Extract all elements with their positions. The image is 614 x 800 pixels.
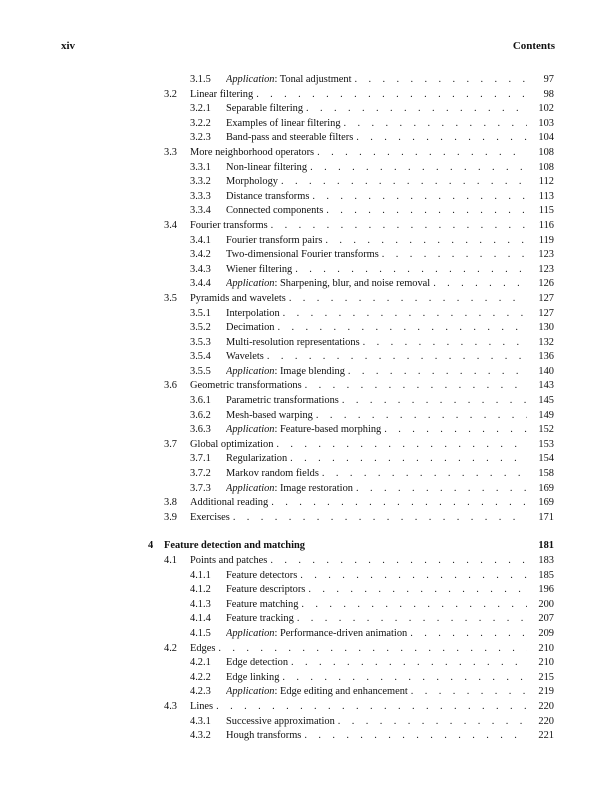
entry-number: 4.1.2 bbox=[190, 584, 211, 596]
toc-subsection-entry[interactable] bbox=[0, 161, 614, 176]
dot-leader bbox=[300, 569, 527, 584]
dot-leader bbox=[256, 88, 527, 103]
toc-subsection-entry[interactable] bbox=[0, 598, 614, 613]
entry-title: Pyramids and wavelets bbox=[190, 292, 286, 304]
entry-page-number: 127 bbox=[538, 292, 554, 304]
entry-page-number: 171 bbox=[538, 511, 554, 523]
entry-page-number: 149 bbox=[538, 409, 554, 421]
toc-subsection-entry[interactable] bbox=[0, 234, 614, 249]
entry-title: Connected components bbox=[226, 205, 324, 217]
entry-number: 3.8 bbox=[164, 497, 177, 509]
entry-title: Parametric transformations bbox=[226, 395, 339, 407]
entry-title: Exercises bbox=[190, 511, 230, 523]
dot-leader bbox=[312, 190, 527, 205]
toc-chapter-entry[interactable] bbox=[0, 539, 614, 554]
table-of-contents bbox=[0, 73, 614, 744]
entry-number: 3.4.3 bbox=[190, 263, 211, 275]
dot-leader bbox=[297, 612, 527, 627]
entry-page-number: 181 bbox=[538, 540, 554, 552]
dot-leader bbox=[270, 554, 527, 569]
entry-application-label: Application bbox=[226, 278, 275, 290]
dot-leader bbox=[356, 482, 527, 497]
entry-title: Morphology bbox=[226, 176, 278, 188]
entry-number: 4.1.1 bbox=[190, 569, 211, 581]
entry-number: 3.2.2 bbox=[190, 117, 211, 129]
toc-subsection-entry[interactable] bbox=[0, 350, 614, 365]
toc-section-entry[interactable] bbox=[0, 511, 614, 526]
dot-leader bbox=[271, 219, 527, 234]
dot-leader bbox=[267, 350, 527, 365]
dot-leader bbox=[301, 598, 527, 613]
toc-subsection-entry[interactable] bbox=[0, 365, 614, 380]
entry-title: Points and patches bbox=[190, 555, 268, 566]
entry-title: Interpolation bbox=[226, 307, 280, 319]
toc-subsection-entry[interactable] bbox=[0, 117, 614, 132]
toc-section-entry[interactable] bbox=[0, 642, 614, 657]
dot-leader bbox=[276, 438, 527, 453]
dot-leader bbox=[322, 467, 527, 482]
toc-subsection-entry[interactable] bbox=[0, 204, 614, 219]
toc-section-entry[interactable] bbox=[0, 219, 614, 234]
entry-page-number: 130 bbox=[538, 322, 554, 334]
toc-subsection-entry[interactable] bbox=[0, 569, 614, 584]
dot-leader bbox=[304, 729, 527, 744]
dot-leader bbox=[308, 583, 527, 598]
dot-leader bbox=[295, 263, 527, 278]
entry-title: Distance transforms bbox=[226, 190, 310, 202]
toc-section-entry[interactable] bbox=[0, 496, 614, 511]
entry-application-label: Application bbox=[226, 627, 275, 639]
entry-number: 3.2 bbox=[164, 88, 177, 100]
entry-title: More neighborhood operators bbox=[190, 146, 315, 158]
dot-leader bbox=[344, 117, 527, 132]
dot-leader bbox=[306, 102, 527, 117]
entry-application-label: Application bbox=[226, 365, 275, 377]
entry-title: Feature detection and matching bbox=[164, 540, 305, 552]
toc-subsection-entry[interactable] bbox=[0, 307, 614, 322]
toc-section-entry[interactable] bbox=[0, 438, 614, 453]
entry-number: 3.5 bbox=[164, 292, 177, 304]
entry-title: Examples of linear filtering bbox=[226, 117, 341, 129]
entry-number: 3.3 bbox=[164, 146, 177, 158]
entry-number: 4.2.2 bbox=[190, 671, 211, 683]
toc-subsection-entry[interactable] bbox=[0, 467, 614, 482]
dot-leader bbox=[316, 409, 527, 424]
entry-title: Lines bbox=[190, 700, 214, 712]
entry-title: Wiener filtering bbox=[226, 263, 293, 275]
toc-subsection-entry[interactable] bbox=[0, 277, 614, 292]
entry-number: 3.3.4 bbox=[190, 205, 211, 217]
entry-page-number: 113 bbox=[538, 190, 554, 202]
entry-page-number: 123 bbox=[538, 249, 554, 261]
entry-page-number: 154 bbox=[538, 453, 554, 465]
entry-title: Two-dimensional Fourier transforms bbox=[226, 249, 379, 261]
entry-number: 4.1.5 bbox=[190, 627, 211, 639]
entry-page-number: 219 bbox=[538, 686, 554, 698]
toc-subsection-entry[interactable] bbox=[0, 131, 614, 146]
entry-number: 3.5.2 bbox=[190, 322, 211, 334]
toc-subsection-entry[interactable] bbox=[0, 715, 614, 730]
entry-number: 3.5.3 bbox=[190, 336, 211, 348]
entry-number: 3.7.3 bbox=[190, 482, 211, 494]
entry-title: : Image restoration bbox=[274, 482, 353, 494]
entry-page-number: 145 bbox=[538, 395, 554, 407]
entry-page-number: 127 bbox=[538, 307, 554, 319]
dot-leader bbox=[233, 511, 527, 526]
toc-subsection-entry[interactable] bbox=[0, 394, 614, 409]
entry-page-number: 119 bbox=[538, 234, 554, 246]
dot-leader bbox=[342, 394, 527, 409]
entry-page-number: 200 bbox=[538, 598, 554, 610]
entry-application-label: Application bbox=[226, 74, 275, 85]
dot-leader bbox=[310, 161, 527, 176]
entry-title: Feature descriptors bbox=[226, 584, 306, 596]
entry-title: Separable filtering bbox=[226, 103, 304, 115]
toc-subsection-entry[interactable] bbox=[0, 423, 614, 438]
entry-number: 4.1 bbox=[164, 555, 177, 566]
entry-number: 3.9 bbox=[164, 511, 177, 523]
entry-page-number: 215 bbox=[538, 671, 554, 683]
entry-page-number: 158 bbox=[538, 468, 554, 480]
entry-page-number: 169 bbox=[538, 482, 554, 494]
toc-subsection-entry[interactable] bbox=[0, 248, 614, 263]
dot-leader bbox=[382, 248, 527, 263]
dot-leader bbox=[355, 73, 528, 88]
dot-leader bbox=[325, 234, 527, 249]
entry-page-number: 115 bbox=[538, 205, 554, 217]
entry-title: : Performance-driven animation bbox=[274, 627, 408, 639]
entry-page-number: 102 bbox=[538, 103, 554, 115]
entry-title: Successive approximation bbox=[226, 715, 335, 727]
entry-title: Hough transforms bbox=[226, 730, 302, 742]
dot-leader bbox=[384, 423, 527, 438]
entry-number: 3.3.2 bbox=[190, 176, 211, 188]
entry-number: 3.7 bbox=[164, 438, 177, 450]
entry-number: 3.5.1 bbox=[190, 307, 211, 319]
dot-leader bbox=[317, 146, 527, 161]
entry-page-number: 183 bbox=[538, 555, 554, 566]
entry-title: Geometric transformations bbox=[190, 380, 302, 392]
entry-title: Linear filtering bbox=[190, 88, 254, 100]
toc-section-entry[interactable] bbox=[0, 146, 614, 161]
entry-page-number: 210 bbox=[538, 642, 554, 654]
entry-title: Multi-resolution representations bbox=[226, 336, 360, 348]
entry-page-number: 185 bbox=[538, 569, 554, 581]
entry-title: Mesh-based warping bbox=[226, 409, 313, 421]
toc-subsection-entry[interactable] bbox=[0, 482, 614, 497]
entry-title: Feature matching bbox=[226, 598, 299, 610]
entry-number: 3.4 bbox=[164, 219, 177, 231]
entry-number: 3.3.1 bbox=[190, 161, 211, 173]
entry-page-number: 108 bbox=[538, 161, 554, 173]
dot-leader bbox=[433, 277, 527, 292]
entry-page-number: 169 bbox=[538, 497, 554, 509]
dot-leader bbox=[281, 175, 527, 190]
entry-number: 3.5.4 bbox=[190, 351, 211, 363]
dot-leader bbox=[363, 336, 527, 351]
toc-subsection-entry[interactable] bbox=[0, 175, 614, 190]
toc-section-entry[interactable] bbox=[0, 379, 614, 394]
dot-leader bbox=[338, 715, 527, 730]
toc-section-entry[interactable] bbox=[0, 292, 614, 307]
entry-page-number: 210 bbox=[538, 657, 554, 669]
entry-number: 3.6.2 bbox=[190, 409, 211, 421]
dot-leader bbox=[348, 365, 527, 380]
entry-page-number: 140 bbox=[538, 365, 554, 377]
entry-number: 4.3.2 bbox=[190, 730, 211, 742]
entry-title: Regularization bbox=[226, 453, 288, 465]
entry-page-number: 103 bbox=[538, 117, 554, 129]
entry-page-number: 220 bbox=[538, 715, 554, 727]
dot-leader bbox=[411, 685, 527, 700]
toc-subsection-entry[interactable] bbox=[0, 73, 614, 88]
entry-number: 3.7.2 bbox=[190, 468, 211, 480]
entry-page-number: 97 bbox=[543, 74, 554, 85]
entry-page-number: 220 bbox=[538, 700, 554, 712]
entry-page-number: 112 bbox=[538, 176, 554, 188]
entry-number: 3.6 bbox=[164, 380, 177, 392]
dot-leader bbox=[305, 379, 527, 394]
toc-subsection-entry[interactable] bbox=[0, 685, 614, 700]
dot-leader bbox=[283, 307, 527, 322]
entry-page-number: 98 bbox=[543, 88, 554, 100]
entry-page-number: 108 bbox=[538, 146, 554, 158]
entry-page-number: 153 bbox=[538, 438, 554, 450]
entry-number: 3.6.3 bbox=[190, 424, 211, 436]
toc-subsection-entry[interactable] bbox=[0, 452, 614, 467]
entry-page-number: 207 bbox=[538, 613, 554, 625]
entry-number: 4 bbox=[148, 540, 154, 552]
entry-number: 3.1.5 bbox=[190, 74, 211, 85]
dot-leader bbox=[271, 496, 527, 511]
entry-title: Edges bbox=[190, 642, 216, 654]
dot-leader bbox=[356, 131, 527, 146]
entry-number: 4.2.3 bbox=[190, 686, 211, 698]
entry-title: Markov random fields bbox=[226, 468, 319, 480]
entry-title: Edge linking bbox=[226, 671, 280, 683]
entry-application-label: Application bbox=[226, 482, 275, 494]
dot-leader bbox=[216, 700, 527, 715]
dot-leader bbox=[410, 627, 527, 642]
entry-title: Global optimization bbox=[190, 438, 274, 450]
entry-title: Edge detection bbox=[226, 657, 289, 669]
toc-subsection-entry[interactable] bbox=[0, 263, 614, 278]
entry-number: 3.3.3 bbox=[190, 190, 211, 202]
entry-title: : Tonal adjustment bbox=[274, 74, 352, 85]
entry-title: : Sharpening, blur, and noise removal bbox=[274, 278, 431, 290]
dot-leader bbox=[290, 452, 527, 467]
entry-page-number: 209 bbox=[538, 627, 554, 639]
entry-number: 4.1.3 bbox=[190, 598, 211, 610]
entry-page-number: 152 bbox=[538, 424, 554, 436]
toc-subsection-entry[interactable] bbox=[0, 409, 614, 424]
toc-subsection-entry[interactable] bbox=[0, 583, 614, 598]
entry-number: 3.4.2 bbox=[190, 249, 211, 261]
toc-section-entry[interactable] bbox=[0, 700, 614, 715]
dot-leader bbox=[218, 642, 527, 657]
entry-title: Non-linear filtering bbox=[226, 161, 308, 173]
entry-page-number: 126 bbox=[538, 278, 554, 290]
entry-number: 4.2.1 bbox=[190, 657, 211, 669]
entry-number: 4.3.1 bbox=[190, 715, 211, 727]
running-header: Contents bbox=[512, 40, 555, 52]
page-number: xiv bbox=[61, 40, 76, 52]
entry-number: 4.1.4 bbox=[190, 613, 211, 625]
toc-subsection-entry[interactable] bbox=[0, 671, 614, 686]
entry-page-number: 132 bbox=[538, 336, 554, 348]
entry-application-label: Application bbox=[226, 424, 275, 436]
entry-number: 3.4.1 bbox=[190, 234, 211, 246]
toc-section-entry[interactable] bbox=[0, 554, 614, 569]
entry-page-number: 116 bbox=[538, 219, 554, 231]
entry-page-number: 221 bbox=[538, 730, 554, 742]
entry-title: Band-pass and steerable filters bbox=[226, 132, 354, 144]
dot-leader bbox=[326, 204, 527, 219]
entry-number: 3.4.4 bbox=[190, 278, 211, 290]
entry-page-number: 123 bbox=[538, 263, 554, 275]
entry-number: 3.7.1 bbox=[190, 453, 211, 465]
entry-number: 3.2.1 bbox=[190, 103, 211, 115]
dot-leader bbox=[289, 292, 527, 307]
toc-subsection-entry[interactable] bbox=[0, 729, 614, 744]
toc-subsection-entry[interactable] bbox=[0, 627, 614, 642]
dot-leader bbox=[277, 321, 527, 336]
toc-section-entry[interactable] bbox=[0, 88, 614, 103]
entry-number: 4.3 bbox=[164, 700, 177, 712]
entry-title: : Edge editing and enhancement bbox=[274, 686, 408, 698]
entry-number: 4.2 bbox=[164, 642, 177, 654]
toc-subsection-entry[interactable] bbox=[0, 190, 614, 205]
entry-title: Wavelets bbox=[226, 351, 264, 363]
entry-title: Feature tracking bbox=[226, 613, 294, 625]
entry-page-number: 196 bbox=[538, 584, 554, 596]
toc-subsection-entry[interactable] bbox=[0, 102, 614, 117]
entry-number: 3.6.1 bbox=[190, 395, 211, 407]
entry-page-number: 104 bbox=[538, 132, 554, 144]
entry-title: : Feature-based morphing bbox=[274, 424, 382, 436]
entry-title: : Image blending bbox=[274, 365, 345, 377]
entry-application-label: Application bbox=[226, 686, 275, 698]
toc-subsection-entry[interactable] bbox=[0, 336, 614, 351]
dot-leader bbox=[282, 671, 527, 686]
toc-subsection-entry[interactable] bbox=[0, 612, 614, 627]
toc-subsection-entry[interactable] bbox=[0, 656, 614, 671]
entry-number: 3.2.3 bbox=[190, 132, 211, 144]
entry-title: Fourier transform pairs bbox=[226, 234, 323, 246]
dot-leader bbox=[291, 656, 527, 671]
entry-page-number: 143 bbox=[538, 380, 554, 392]
toc-subsection-entry[interactable] bbox=[0, 321, 614, 336]
entry-title: Feature detectors bbox=[226, 569, 298, 581]
entry-title: Decimation bbox=[226, 322, 275, 334]
entry-number: 3.5.5 bbox=[190, 365, 211, 377]
entry-title: Additional reading bbox=[190, 497, 269, 509]
entry-title: Fourier transforms bbox=[190, 219, 268, 231]
section-gap bbox=[0, 525, 614, 539]
entry-page-number: 136 bbox=[538, 351, 554, 363]
